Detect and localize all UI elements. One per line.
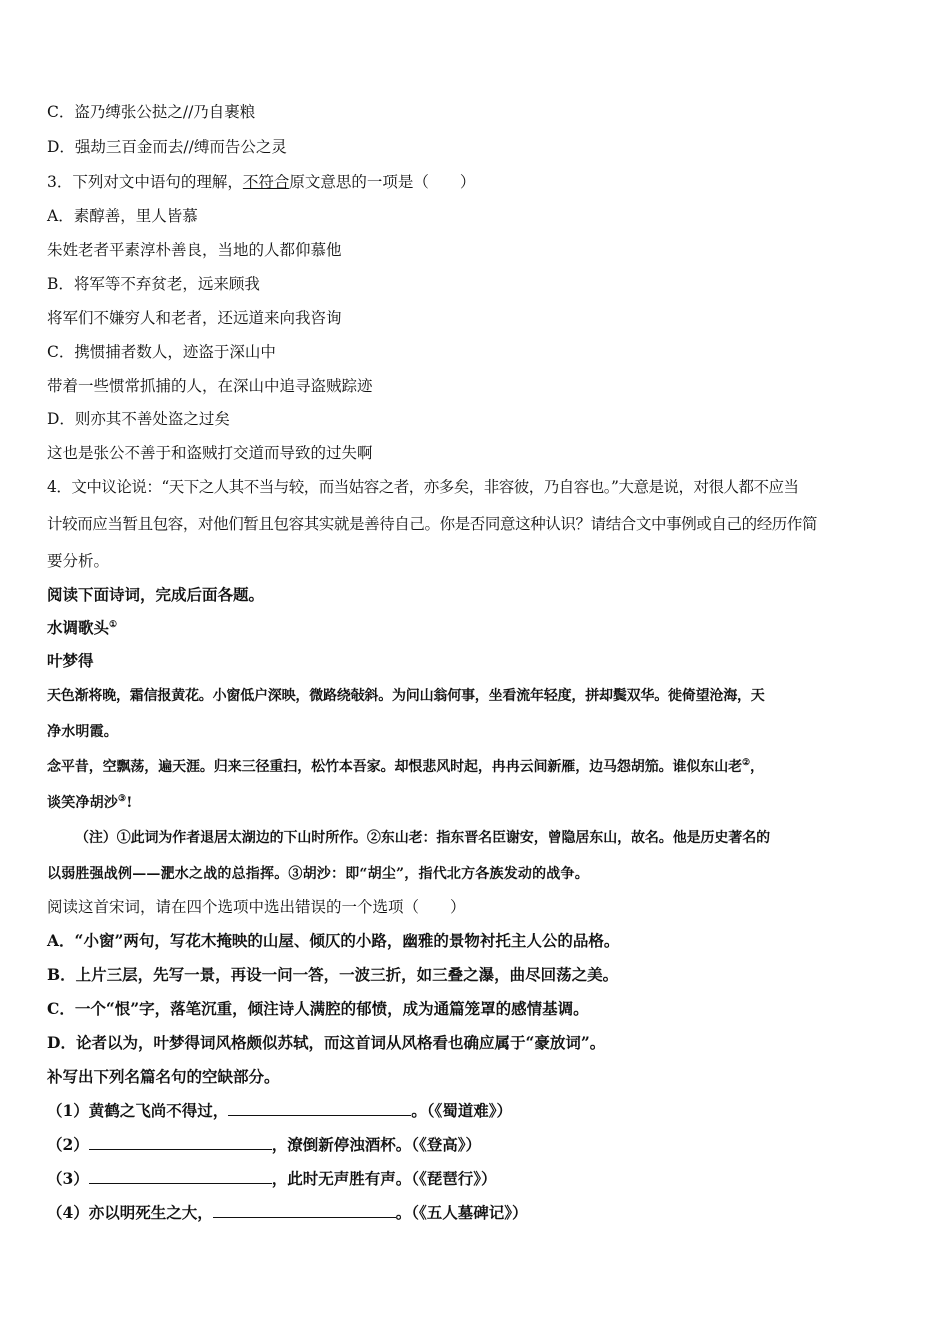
q3-option-b-explanation: 将军们不嫌穷人和老者，还远道来向我咨询 [47, 309, 342, 327]
q3-option-d: D．则亦其不善处盗之过矣 [47, 410, 230, 428]
poem-stanza-2-line-2-text: 谈笑净胡沙 [47, 795, 118, 811]
poem-stanza-2-line-2 [47, 793, 133, 813]
poem-stanza-2-end: ! [126, 795, 133, 811]
poem-stanza-1-line-1: 天色渐将晚，霜信报黄花。小窗低户深映，微路绕敧斜。为问山翁何事，坐看流年轻度，拼却鬓双华。徙倚望沧海，天 [47, 688, 765, 704]
fill-item-3-suffix: ，此时无声胜有声。（《琵琶行》） [271, 1169, 497, 1188]
q3-option-d-explanation: 这也是张公不善于和盗贼打交道而导致的过失啊 [47, 444, 373, 462]
q3-prefix: 3．下列对文中语句的理解， [47, 173, 243, 191]
q3-option-b: B．将军等不弃贫老，远来顾我 [47, 275, 260, 293]
fill-item-3 [47, 1168, 497, 1189]
q4-line-2: 计较而应当暂且包容，对他们暂且包容其实就是善待自己。你是否同意这种认识？请结合文中事例或自己的经历作简 [47, 515, 818, 533]
prev-option-d: D．强劫三百金而去//缚而告公之灵 [47, 138, 287, 156]
q3-stem [47, 172, 475, 192]
fill-blank-3[interactable] [89, 1168, 272, 1184]
fill-item-4-suffix: 。（《五人墓碑记》） [395, 1203, 528, 1222]
q4-line-1: 4．文中议论说：“天下之人其不当与较，而当姑容之者，亦多矣，非容彼，乃自容也。”大意是说，对很人都不应当 [47, 478, 799, 496]
q3-option-c: C．携惯捕者数人，迹盗于深山中 [47, 343, 276, 361]
poem-notes-line-1: （注）①此词为作者退居太湖边的下山时所作。②东山老：指东晋名臣谢安，曾隐居东山，故名。他是历史著名的 [75, 830, 770, 846]
poem-question-option-d: D．论者以为，叶梦得词风格颇似苏轼，而这首词从风格看也确应属于“豪放词”。 [47, 1033, 606, 1052]
prev-option-c: C．盗乃缚张公挞之//乃自裹粮 [47, 103, 256, 121]
poem-instruction: 阅读下面诗词，完成后面各题。 [47, 585, 265, 604]
fill-item-2 [47, 1134, 481, 1155]
q3-option-c-explanation: 带着一些惯常抓捕的人，在深山中追寻盗贼踪迹 [47, 377, 373, 395]
fill-item-4 [47, 1202, 528, 1223]
poem-question-option-c: C．一个“恨”字，落笔沉重，倾注诗人满腔的郁愤，成为通篇笼罩的感情基调。 [47, 999, 589, 1018]
fill-item-2-suffix: ，潦倒新停浊酒杯。（《登高》） [271, 1135, 482, 1154]
q3-suffix: 原文意思的一项是（ ） [289, 173, 476, 191]
poem-title-text: 水调歌头 [47, 618, 110, 637]
fill-item-1-suffix: 。（《蜀道难》） [411, 1101, 513, 1120]
fill-item-3-prefix: （3） [47, 1169, 89, 1188]
fill-item-1 [47, 1100, 512, 1121]
poem-question-option-a: A．“小窗”两句，写花木掩映的山屋、倾仄的小路，幽雅的景物衬托主人公的品格。 [47, 931, 620, 950]
poem-stanza-2-punct: ， [749, 759, 764, 775]
fill-blank-1[interactable] [228, 1100, 411, 1116]
poem-note-3: ③ [118, 794, 127, 804]
poem-question-option-b: B．上片三层，先写一景，再设一问一答，一波三折，如三叠之瀑，曲尽回荡之美。 [47, 965, 619, 984]
poem-stanza-2-line-1 [47, 757, 764, 777]
fill-item-2-prefix: （2） [47, 1135, 89, 1154]
fill-blank-4[interactable] [213, 1202, 396, 1218]
q3-option-a: A．素醇善，里人皆慕 [47, 207, 198, 225]
poem-stanza-1-line-2: 净水明霞。 [47, 724, 118, 740]
q3-option-a-explanation: 朱姓老者平素淳朴善良，当地的人都仰慕他 [47, 241, 342, 259]
q4-line-3: 要分析。 [47, 552, 110, 570]
fill-item-1-prefix: （1）黄鹤之飞尚不得过， [47, 1101, 229, 1120]
fill-instruction: 补写出下列名篇名句的空缺部分。 [47, 1067, 280, 1086]
poem-note-2: ② [742, 758, 750, 768]
poem-notes-line-2: 以弱胜强战例——淝水之战的总指挥。③胡沙：即“胡尘”，指代北方各族发动的战争。 [47, 866, 589, 882]
q3-underlined: 不符合 [242, 173, 290, 191]
poem-question-stem: 阅读这首宋词，请在四个选项中选出错误的一个选项（ ） [47, 898, 466, 916]
fill-item-4-prefix: （4）亦以明死生之大， [47, 1203, 213, 1222]
fill-blank-2[interactable] [89, 1134, 272, 1150]
poem-author: 叶梦得 [47, 651, 94, 670]
poem-stanza-2-text: 念平昔，空飘荡，遍天涯。归来三径重扫，松竹本吾家。却恨悲风时起，冉冉云间新雁，边马怨胡笳。谁似东山老 [47, 759, 742, 775]
poem-title-note: ① [109, 620, 118, 630]
poem-title [47, 618, 117, 638]
